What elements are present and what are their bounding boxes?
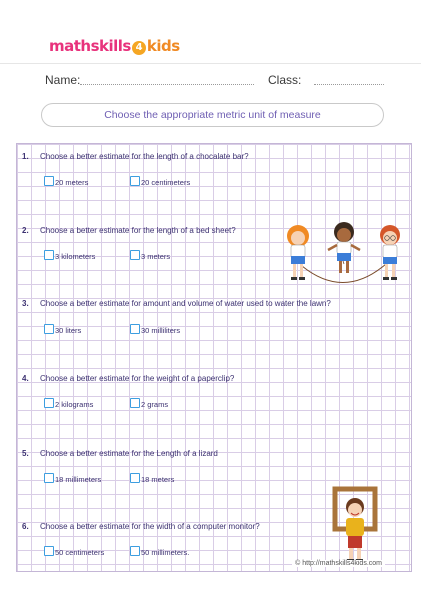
option-label: 18 millimeters	[55, 475, 102, 484]
option-5b[interactable]	[130, 473, 174, 484]
option-2b[interactable]	[130, 250, 170, 261]
question-6	[22, 522, 260, 531]
site-logo	[49, 37, 180, 55]
question-number: 3.	[22, 299, 29, 308]
question-text: Choose a better estimate for the Length of a lizard	[40, 449, 218, 458]
question-number: 5.	[22, 449, 29, 458]
option-label: 20 meters	[55, 178, 89, 187]
question-number: 6.	[22, 522, 29, 531]
option-2a[interactable]	[44, 250, 95, 261]
kids-jump-rope-illustration	[278, 218, 413, 290]
footer-url: © http://mathskills4kids.com	[292, 560, 385, 567]
checkbox[interactable]	[44, 250, 54, 260]
checkbox[interactable]	[130, 473, 140, 483]
option-label: 30 milliliters	[141, 326, 181, 335]
option-label: 2 kilograms	[55, 400, 94, 409]
class-label: Class:	[268, 73, 302, 87]
question-text: Choose a better estimate for amount and volume of water used to water the lawn?	[40, 299, 331, 308]
boy-with-frame-illustration	[330, 485, 382, 565]
option-4a[interactable]	[44, 398, 93, 409]
logo-text-mathskills: mathskills	[49, 37, 131, 55]
question-text: Choose a better estimate for the width of a computer monitor?	[40, 522, 260, 531]
option-label: 50 centimeters	[55, 548, 105, 557]
question-text: Choose a better estimate for the length of a chocalate bar?	[40, 152, 249, 161]
checkbox[interactable]	[44, 324, 54, 334]
worksheet-title: Choose the appropriate metric unit of measure	[41, 103, 384, 127]
option-3a[interactable]	[44, 324, 81, 335]
option-label: 50 millimeters.	[141, 548, 190, 557]
option-4b[interactable]	[130, 398, 168, 409]
header-divider	[0, 63, 421, 64]
logo-text-kids: kids	[146, 37, 180, 55]
option-1a[interactable]	[44, 176, 88, 187]
class-field-line[interactable]	[314, 84, 384, 85]
question-text: Choose a better estimate for the weight of a paperclip?	[40, 374, 235, 383]
question-number: 4.	[22, 374, 29, 383]
question-4	[22, 374, 234, 383]
question-5	[22, 449, 218, 458]
checkbox[interactable]	[130, 176, 140, 186]
question-number: 2.	[22, 226, 29, 235]
option-3b[interactable]	[130, 324, 180, 335]
option-label: 20 centimeters	[141, 178, 191, 187]
checkbox[interactable]	[44, 546, 54, 556]
question-number: 1.	[22, 152, 29, 161]
option-6a[interactable]	[44, 546, 104, 557]
question-text: Choose a better estimate for the length of a bed sheet?	[40, 226, 236, 235]
option-6b[interactable]	[130, 546, 189, 557]
question-2	[22, 226, 236, 235]
question-1	[22, 152, 249, 161]
checkbox[interactable]	[130, 324, 140, 334]
option-label: 3 meters	[141, 252, 171, 261]
name-label: Name:	[45, 73, 81, 87]
question-3	[22, 299, 331, 308]
checkbox[interactable]	[44, 398, 54, 408]
option-label: 18 meters	[141, 475, 175, 484]
logo-four-badge: 4	[132, 41, 146, 55]
option-5a[interactable]	[44, 473, 101, 484]
option-label: 3 kilometers	[55, 252, 96, 261]
name-field-line[interactable]	[80, 84, 254, 85]
checkbox[interactable]	[130, 546, 140, 556]
checkbox[interactable]	[44, 473, 54, 483]
option-label: 30 liters	[55, 326, 82, 335]
option-label: 2 grams	[141, 400, 169, 409]
checkbox[interactable]	[130, 250, 140, 260]
checkbox[interactable]	[130, 398, 140, 408]
option-1b[interactable]	[130, 176, 190, 187]
checkbox[interactable]	[44, 176, 54, 186]
